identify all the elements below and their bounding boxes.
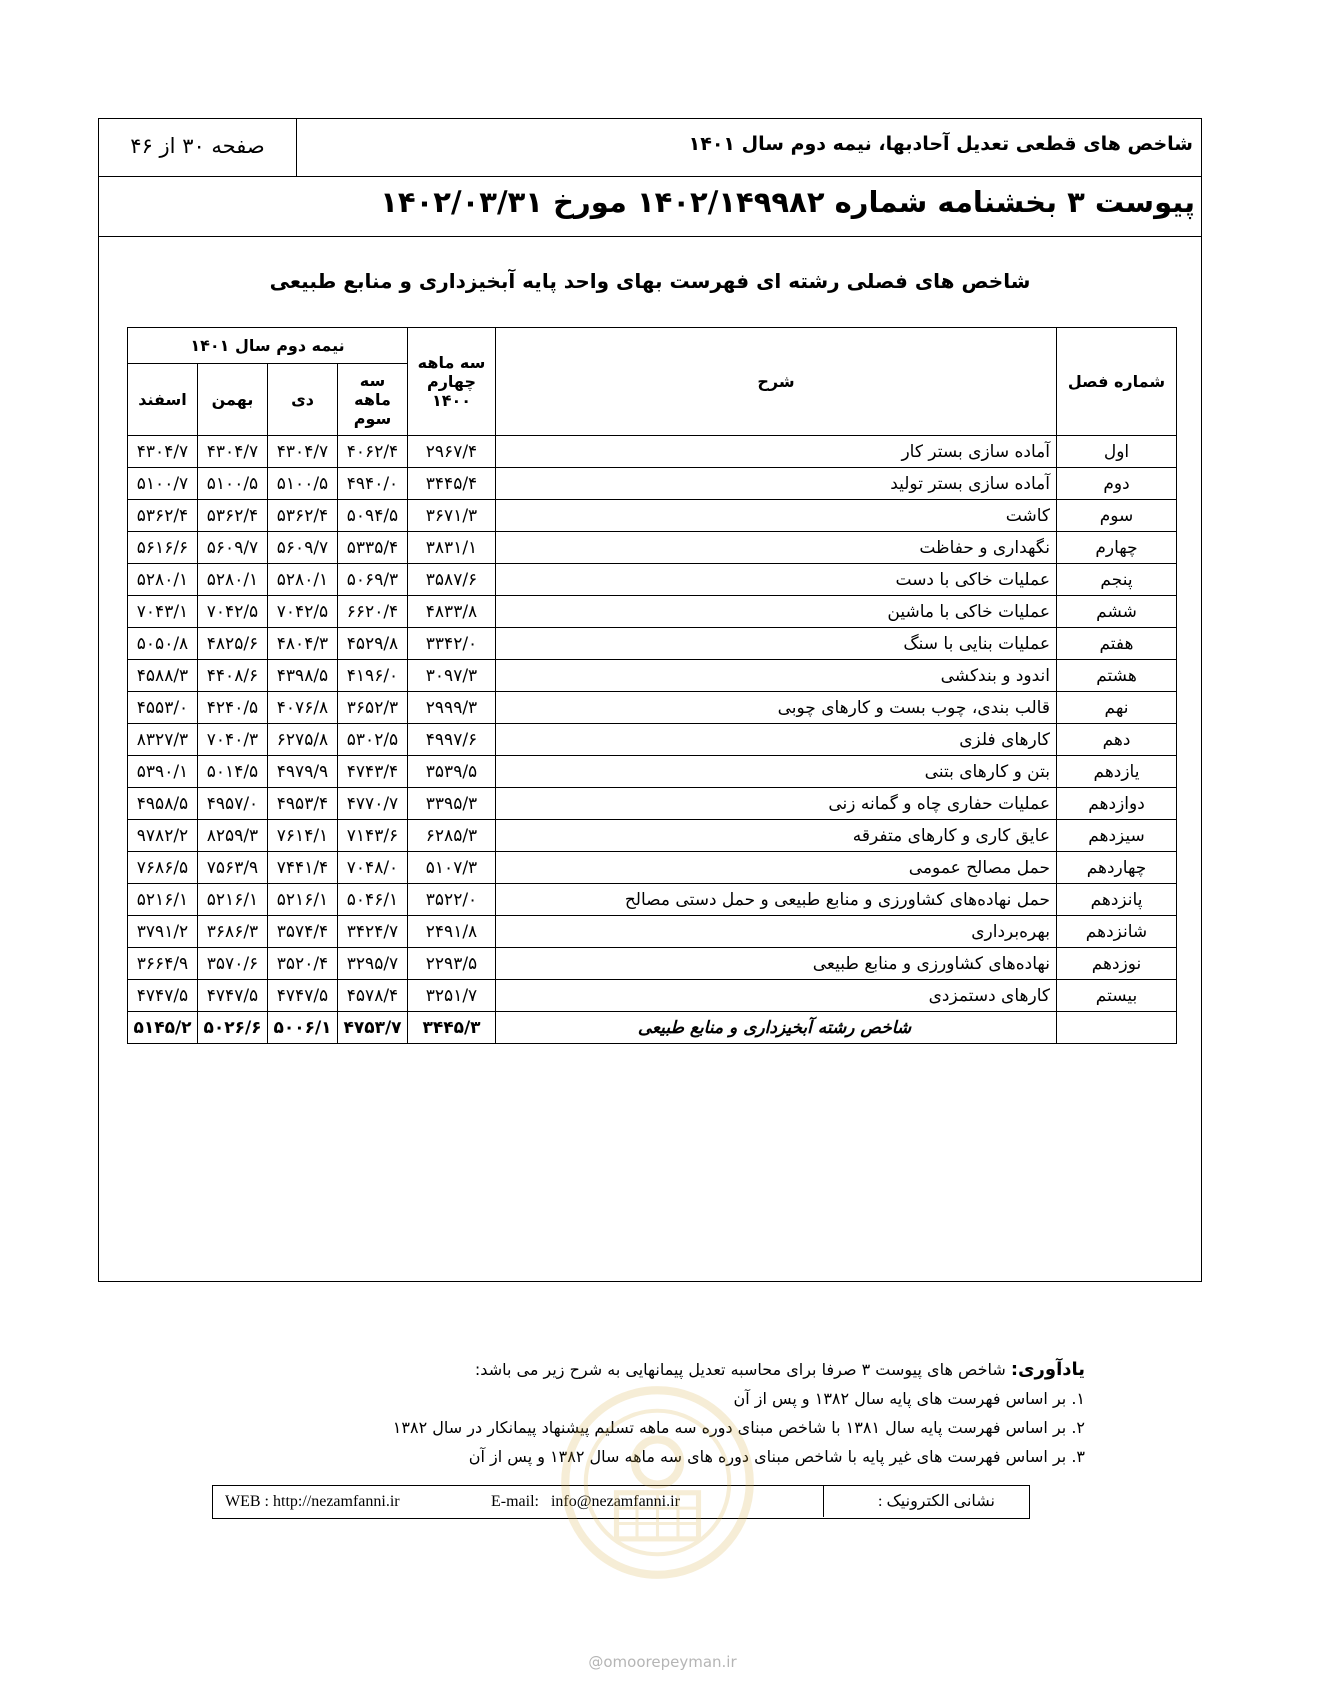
cell-dey: ۴۷۴۷/۵ [268, 980, 338, 1012]
cell-dey: ۴۳۰۴/۷ [268, 436, 338, 468]
cell-q3: ۵۳۳۵/۴ [338, 532, 408, 564]
cell-sharh: حمل نهاده‌های کشاورزی و منابع طبیعی و حمل دستی مصالح [496, 884, 1057, 916]
table-row [128, 532, 1177, 564]
table-row [128, 500, 1177, 532]
notes-lead: یادآوری: [1010, 1359, 1085, 1380]
cell-total-esfand: ۵۱۴۵/۲ [128, 1012, 198, 1044]
cell-dey: ۴۰۷۶/۸ [268, 692, 338, 724]
table-row [128, 596, 1177, 628]
col-header-q3: سه ماهه سوم [338, 364, 408, 436]
cell-fasl: شانزدهم [1057, 916, 1177, 948]
cell-fasl: سوم [1057, 500, 1177, 532]
cell-esfand: ۵۲۸۰/۱ [128, 564, 198, 596]
cell-total-q4-1400: ۳۴۴۵/۳ [408, 1012, 496, 1044]
cell-esfand: ۹۷۸۲/۲ [128, 820, 198, 852]
cell-sharh: بهره‌برداری [496, 916, 1057, 948]
cell-sharh: عملیات بنایی با سنگ [496, 628, 1057, 660]
table-body [128, 436, 1177, 1044]
cell-q4-1400: ۳۸۳۱/۱ [408, 532, 496, 564]
cell-bahman: ۴۸۲۵/۶ [198, 628, 268, 660]
cell-q3: ۴۵۷۸/۴ [338, 980, 408, 1012]
cell-bahman: ۸۲۵۹/۳ [198, 820, 268, 852]
cell-fasl: دوازدهم [1057, 788, 1177, 820]
cell-q3: ۵۰۶۹/۳ [338, 564, 408, 596]
cell-esfand: ۷۶۸۶/۵ [128, 852, 198, 884]
cell-bahman: ۵۲۸۰/۱ [198, 564, 268, 596]
cell-bahman: ۵۱۰۰/۵ [198, 468, 268, 500]
cell-fasl: دهم [1057, 724, 1177, 756]
cell-sharh: عملیات حفاری چاه و گمانه زنی [496, 788, 1057, 820]
cell-fasl-empty [1057, 1012, 1177, 1044]
cell-sharh: کارهای دستمزدی [496, 980, 1057, 1012]
table-row [128, 724, 1177, 756]
cell-esfand: ۷۰۴۳/۱ [128, 596, 198, 628]
cell-q3: ۷۰۴۸/۰ [338, 852, 408, 884]
cell-dey: ۴۸۰۴/۳ [268, 628, 338, 660]
cell-esfand: ۵۲۱۶/۱ [128, 884, 198, 916]
cell-fasl: نهم [1057, 692, 1177, 724]
watermark-logo-icon [555, 1380, 760, 1585]
annex-row [99, 177, 1201, 237]
cell-dey: ۳۵۲۰/۴ [268, 948, 338, 980]
cell-bahman: ۵۰۱۴/۵ [198, 756, 268, 788]
cell-bahman: ۴۷۴۷/۵ [198, 980, 268, 1012]
table-row [128, 564, 1177, 596]
cell-fasl: سیزدهم [1057, 820, 1177, 852]
cell-q3: ۵۳۰۲/۵ [338, 724, 408, 756]
col-header-sharh: شرح [496, 328, 1057, 436]
cell-esfand: ۴۷۴۷/۵ [128, 980, 198, 1012]
cell-q4-1400: ۵۱۰۷/۳ [408, 852, 496, 884]
cell-esfand: ۴۳۰۴/۷ [128, 436, 198, 468]
cell-bahman: ۷۰۴۲/۵ [198, 596, 268, 628]
cell-total-label: شاخص رشته آبخیزداری و منابع طبیعی [496, 1012, 1057, 1044]
cell-fasl: ششم [1057, 596, 1177, 628]
email-label: E-mail: [491, 1493, 539, 1510]
cell-dey: ۵۲۸۰/۱ [268, 564, 338, 596]
cell-bahman: ۴۹۵۷/۰ [198, 788, 268, 820]
cell-bahman: ۵۳۶۲/۴ [198, 500, 268, 532]
col-header-esfand: اسفند [128, 364, 198, 436]
cell-fasl: اول [1057, 436, 1177, 468]
cell-esfand: ۳۷۹۱/۲ [128, 916, 198, 948]
col-header-q4-1400: سه ماهه چهارم ۱۴۰۰ [408, 328, 496, 436]
cell-esfand: ۵۶۱۶/۶ [128, 532, 198, 564]
cell-q3: ۷۱۴۳/۶ [338, 820, 408, 852]
table-row [128, 884, 1177, 916]
cell-q3: ۳۶۵۲/۳ [338, 692, 408, 724]
notes-item: ۲. بر اساس فهرست پایه سال ۱۳۸۱ با شاخص مبنای دوره سه ماهه تسلیم پیشنهاد پیمانکار در سال ۱۳۸۲ [392, 1418, 1085, 1437]
document-frame [98, 118, 1202, 1282]
table-row [128, 820, 1177, 852]
table-row [128, 948, 1177, 980]
cell-dey: ۵۱۰۰/۵ [268, 468, 338, 500]
notes-item: ۳. بر اساس فهرست های غیر پایه با شاخص مبنای دوره های سه ماهه سال ۱۳۸۲ و پس از آن [468, 1447, 1085, 1466]
col-header-dey: دی [268, 364, 338, 436]
cell-sharh: بتن و کارهای بتنی [496, 756, 1057, 788]
cell-fasl: بیستم [1057, 980, 1177, 1012]
cell-q3: ۴۷۷۰/۷ [338, 788, 408, 820]
cell-q4-1400: ۳۶۷۱/۳ [408, 500, 496, 532]
cell-fasl: هفتم [1057, 628, 1177, 660]
table-row [128, 756, 1177, 788]
cell-sharh: آماده سازی بستر کار [496, 436, 1057, 468]
cell-sharh: کارهای فلزی [496, 724, 1057, 756]
cell-dey: ۶۲۷۵/۸ [268, 724, 338, 756]
table-row [128, 692, 1177, 724]
cell-sharh: قالب بندی، چوب بست و کارهای چوبی [496, 692, 1057, 724]
table-row [128, 436, 1177, 468]
cell-sharh: نگهداری و حفاظت [496, 532, 1057, 564]
table-subtitle: شاخص های فصلی رشته ای فهرست بهای واحد پایه آبخیزداری و منابع طبیعی [269, 269, 1031, 293]
cell-q3: ۴۹۴۰/۰ [338, 468, 408, 500]
cell-q3: ۶۶۲۰/۴ [338, 596, 408, 628]
cell-esfand: ۸۳۲۷/۳ [128, 724, 198, 756]
cell-fasl: پانزدهم [1057, 884, 1177, 916]
cell-dey: ۷۴۴۱/۴ [268, 852, 338, 884]
cell-dey: ۴۹۷۹/۹ [268, 756, 338, 788]
cell-esfand: ۵۳۶۲/۴ [128, 500, 198, 532]
cell-q3: ۴۱۹۶/۰ [338, 660, 408, 692]
cell-dey: ۷۶۱۴/۱ [268, 820, 338, 852]
cell-total-bahman: ۵۰۲۶/۶ [198, 1012, 268, 1044]
contact-label: نشانی الکترونیک : [823, 1486, 1029, 1517]
cell-esfand: ۴۵۸۸/۳ [128, 660, 198, 692]
cell-dey: ۴۳۹۸/۵ [268, 660, 338, 692]
cell-esfand: ۵۱۰۰/۷ [128, 468, 198, 500]
cell-sharh: حمل مصالح عمومی [496, 852, 1057, 884]
col-header-bahman: بهمن [198, 364, 268, 436]
cell-dey: ۴۹۵۳/۴ [268, 788, 338, 820]
cell-esfand: ۳۶۶۴/۹ [128, 948, 198, 980]
cell-fasl: یازدهم [1057, 756, 1177, 788]
cell-bahman: ۵۶۰۹/۷ [198, 532, 268, 564]
cell-sharh: عایق کاری و کارهای متفرقه [496, 820, 1057, 852]
cell-esfand: ۴۵۵۳/۰ [128, 692, 198, 724]
cell-q3: ۵۰۴۶/۱ [338, 884, 408, 916]
cell-dey: ۵۶۰۹/۷ [268, 532, 338, 564]
cell-q4-1400: ۳۰۹۷/۳ [408, 660, 496, 692]
cell-sharh: کاشت [496, 500, 1057, 532]
cell-q3: ۳۲۹۵/۷ [338, 948, 408, 980]
header-row [99, 119, 1201, 177]
cell-q4-1400: ۳۳۴۲/۰ [408, 628, 496, 660]
col-group-header: نیمه دوم سال ۱۴۰۱ [128, 328, 408, 364]
table-row [128, 916, 1177, 948]
email-link[interactable]: info@nezamfanni.ir [550, 1493, 680, 1510]
notes-item: ۱. بر اساس فهرست های پایه سال ۱۳۸۲ و پس از آن [733, 1389, 1085, 1408]
cell-q4-1400: ۲۹۶۷/۴ [408, 436, 496, 468]
cell-q4-1400: ۴۹۹۷/۶ [408, 724, 496, 756]
notes-intro: شاخص های پیوست ۳ صرفا برای محاسبه تعدیل پیمانهایی به شرح زیر می باشد: [474, 1360, 1006, 1379]
cell-bahman: ۷۰۴۰/۳ [198, 724, 268, 756]
cell-esfand: ۵۳۹۰/۱ [128, 756, 198, 788]
cell-bahman: ۴۴۰۸/۶ [198, 660, 268, 692]
cell-bahman: ۵۲۱۶/۱ [198, 884, 268, 916]
cell-total-q3: ۴۷۵۳/۷ [338, 1012, 408, 1044]
cell-q4-1400: ۳۳۹۵/۳ [408, 788, 496, 820]
cell-fasl: دوم [1057, 468, 1177, 500]
web-link[interactable]: WEB : http://nezamfanni.ir [225, 1493, 400, 1510]
table-row [128, 628, 1177, 660]
cell-q4-1400: ۳۵۲۲/۰ [408, 884, 496, 916]
cell-bahman: ۳۶۸۶/۳ [198, 916, 268, 948]
cell-q4-1400: ۳۵۳۹/۵ [408, 756, 496, 788]
cell-dey: ۷۰۴۲/۵ [268, 596, 338, 628]
table-row [128, 788, 1177, 820]
cell-q3: ۴۵۲۹/۸ [338, 628, 408, 660]
cell-sharh: آماده سازی بستر تولید [496, 468, 1057, 500]
cell-q3: ۳۴۲۴/۷ [338, 916, 408, 948]
cell-dey: ۳۵۷۴/۴ [268, 916, 338, 948]
index-table [127, 327, 1177, 1044]
cell-q3: ۴۰۶۲/۴ [338, 436, 408, 468]
cell-q4-1400: ۲۹۹۹/۳ [408, 692, 496, 724]
total-row [128, 1012, 1177, 1044]
cell-esfand: ۴۹۵۸/۵ [128, 788, 198, 820]
cell-bahman: ۷۵۶۳/۹ [198, 852, 268, 884]
watermark-text: @omoorepeyman.ir [588, 1653, 737, 1671]
table-row [128, 852, 1177, 884]
cell-fasl: هشتم [1057, 660, 1177, 692]
cell-sharh: عملیات خاکی با ماشین [496, 596, 1057, 628]
cell-q4-1400: ۲۴۹۱/۸ [408, 916, 496, 948]
table-row [128, 660, 1177, 692]
cell-bahman: ۳۵۷۰/۶ [198, 948, 268, 980]
cell-fasl: نوزدهم [1057, 948, 1177, 980]
cell-q3: ۵۰۹۴/۵ [338, 500, 408, 532]
cell-sharh: نهاده‌های کشاورزی و منابع طبیعی [496, 948, 1057, 980]
annex-title: پیوست ۳ بخشنامه شماره ۱۴۰۲/۱۴۹۹۸۲ مورخ ۱۴۰۲/۰۳/۳۱ [380, 185, 1195, 219]
page-number: صفحه ۳۰ از ۴۶ [99, 119, 297, 176]
cell-q4-1400: ۲۲۹۳/۵ [408, 948, 496, 980]
cell-bahman: ۴۲۴۰/۵ [198, 692, 268, 724]
cell-sharh: اندود و بندکشی [496, 660, 1057, 692]
cell-bahman: ۴۳۰۴/۷ [198, 436, 268, 468]
cell-esfand: ۵۰۵۰/۸ [128, 628, 198, 660]
cell-dey: ۵۲۱۶/۱ [268, 884, 338, 916]
cell-total-dey: ۵۰۰۶/۱ [268, 1012, 338, 1044]
cell-fasl: پنجم [1057, 564, 1177, 596]
cell-q4-1400: ۳۴۴۵/۴ [408, 468, 496, 500]
table-row [128, 980, 1177, 1012]
cell-dey: ۵۳۶۲/۴ [268, 500, 338, 532]
cell-q3: ۴۷۴۳/۴ [338, 756, 408, 788]
cell-q4-1400: ۴۸۳۳/۸ [408, 596, 496, 628]
col-header-fasl: شماره فصل [1057, 328, 1177, 436]
cell-q4-1400: ۳۵۸۷/۶ [408, 564, 496, 596]
cell-q4-1400: ۳۲۵۱/۷ [408, 980, 496, 1012]
cell-fasl: چهاردهم [1057, 852, 1177, 884]
cell-fasl: چهارم [1057, 532, 1177, 564]
cell-sharh: عملیات خاکی با دست [496, 564, 1057, 596]
table-row [128, 468, 1177, 500]
cell-q4-1400: ۶۲۸۵/۳ [408, 820, 496, 852]
document-title: شاخص های قطعی تعدیل آحادبها، نیمه دوم سال ۱۴۰۱ [688, 133, 1193, 155]
